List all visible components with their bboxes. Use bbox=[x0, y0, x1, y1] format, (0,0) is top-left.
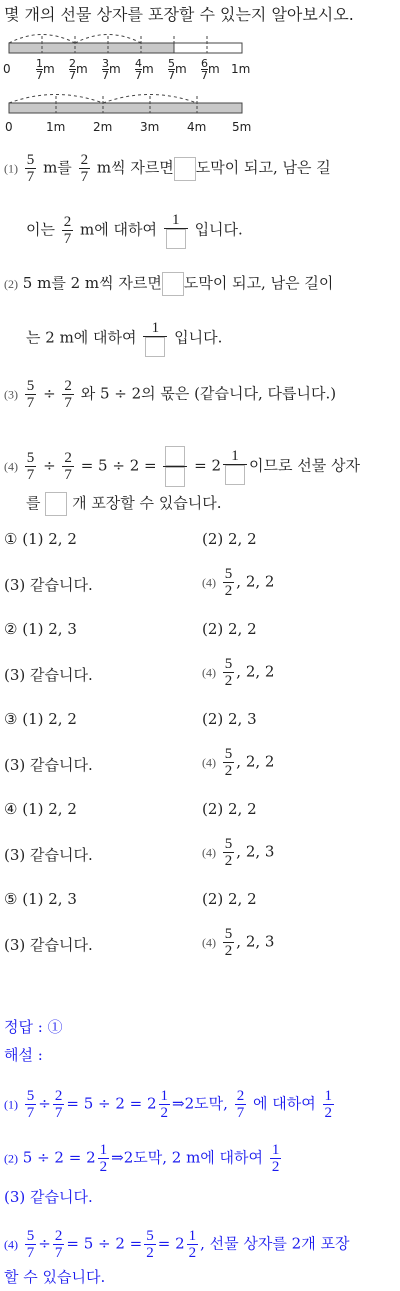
fraction: $\frac{5}{7}$ bbox=[26, 450, 35, 483]
tick-label: $\frac{5}{7}$ m bbox=[168, 57, 187, 82]
part-2-line-1: (2) 5 m를 2 m씩 자르면 도막이 되고, 남은 길이 bbox=[4, 272, 333, 296]
choice-marker: ⑤ bbox=[4, 890, 18, 908]
part-1-line-1: (1) $\frac{5}{7}$ m를 $\frac{2}{7}$ m씩 자르면 도막이 되고, 남은 길 bbox=[4, 152, 331, 185]
choice-part-2: (2) 2, 2 bbox=[202, 800, 257, 818]
fraction: $\frac{5}{7}$ bbox=[26, 378, 35, 411]
explanation-1: (1) $\frac{5}{7}$ ÷ $\frac{2}{7}$ = 5 ÷ 2 = 2 $\frac{1}{2}$ ⇒2도막, $\frac{2}{7}$ 에 대하여 $\frac{1}{2}$ bbox=[4, 1088, 332, 1121]
choice-row[interactable]: ① (1) 2, 2 bbox=[4, 530, 77, 548]
tick-label: 5m bbox=[232, 120, 252, 134]
answer-label: 정답 : ① bbox=[4, 1018, 63, 1036]
tick-label: $\frac{2}{7}$ m bbox=[69, 57, 88, 82]
fraction: $\frac{2}{7}$ bbox=[64, 450, 72, 483]
blank-box[interactable] bbox=[45, 492, 67, 516]
choice-marker: ② bbox=[4, 620, 18, 638]
explanation-3: (3) 같습니다. bbox=[4, 1188, 93, 1206]
fraction-with-blank: 1 bbox=[164, 212, 188, 249]
explanation-label: 해설 : bbox=[4, 1046, 43, 1064]
choice-part-3: (3) 같습니다. bbox=[4, 846, 93, 864]
fraction: $\frac{2}{7}$ bbox=[80, 152, 89, 185]
choice-part-4: (4) $\frac{5}{2}$ , 2, 2 bbox=[202, 566, 275, 599]
tick-label: 0 bbox=[5, 120, 13, 134]
blank-box[interactable] bbox=[174, 157, 196, 181]
explanation-4: (4) $\frac{5}{7}$ ÷ $\frac{2}{7}$ = 5 ÷ 2 = $\frac{5}{2}$ = 2 $\frac{1}{2}$ , 선물 상자를 2개 포장 bbox=[4, 1228, 350, 1261]
tick-label: 4m bbox=[187, 120, 207, 134]
choice-part-3: (3) 같습니다. bbox=[4, 756, 93, 774]
explanation-4-line-2: 할 수 있습니다. bbox=[4, 1268, 106, 1286]
choice-marker: ④ bbox=[4, 800, 18, 818]
blank-box[interactable] bbox=[165, 446, 185, 466]
choice-part-2: (2) 2, 2 bbox=[202, 620, 257, 638]
part-1-line-2: 이는 $\frac{2}{7}$ m에 대하여 1 입니다. bbox=[26, 212, 243, 247]
fraction: $\frac{2}{7}$ bbox=[63, 214, 72, 247]
tick-label: $\frac{3}{7}$ m bbox=[102, 57, 121, 82]
choice-part-4: (4) $\frac{5}{2}$ , 2, 3 bbox=[202, 836, 275, 869]
part-4-line-2: 를 개 포장할 수 있습니다. bbox=[26, 492, 222, 516]
fraction-with-blank: 1 bbox=[223, 448, 247, 485]
choice-row[interactable]: ④ (1) 2, 2 bbox=[4, 800, 77, 818]
choice-part-3: (3) 같습니다. bbox=[4, 576, 93, 594]
part-2-line-2: 는 2 m에 대하여 1 입니다. bbox=[26, 320, 222, 357]
choice-part-4: (4) $\frac{5}{2}$ , 2, 2 bbox=[202, 746, 275, 779]
tick-label: $\frac{4}{7}$ m bbox=[135, 57, 154, 82]
question-intro: 몇 개의 선물 상자를 포장할 수 있는지 알아보시오. bbox=[4, 5, 354, 24]
choice-row[interactable]: ② (1) 2, 3 bbox=[4, 620, 77, 638]
choice-part-2: (2) 2, 2 bbox=[202, 530, 257, 548]
tick-label: 1m bbox=[46, 120, 66, 134]
part-3: (3) $\frac{5}{7}$ ÷ $\frac{2}{7}$ 와 5 ÷ 2의 몫은 (같습니다, 다릅니다.) bbox=[4, 378, 337, 411]
part-4-line-1: (4) $\frac{5}{7}$ ÷ $\frac{2}{7}$ = 5 ÷ 2 = = 2 1 이므로 선물 상자 bbox=[4, 446, 360, 487]
choice-row[interactable]: ③ (1) 2, 2 bbox=[4, 710, 77, 728]
explanation-2: (2) 5 ÷ 2 = 2 $\frac{1}{2}$ ⇒2도막, 2 m에 대하여 $\frac{1}{2}$ bbox=[4, 1142, 280, 1175]
blank-box[interactable] bbox=[145, 337, 165, 357]
tick-label: 3m bbox=[140, 120, 160, 134]
blank-box[interactable] bbox=[166, 229, 186, 249]
number-line-meters bbox=[0, 88, 260, 118]
choice-part-2: (2) 2, 2 bbox=[202, 890, 257, 908]
number-line-sevenths bbox=[0, 28, 260, 58]
choice-marker: ③ bbox=[4, 710, 18, 728]
blank-box[interactable] bbox=[165, 467, 185, 487]
fraction: $\frac{2}{7}$ bbox=[64, 378, 72, 411]
tick-label: 1m bbox=[231, 62, 251, 76]
tick-label: $\frac{6}{7}$ m bbox=[201, 57, 220, 82]
choice-part-3: (3) 같습니다. bbox=[4, 936, 93, 954]
tick-label: $\frac{1}{7}$ m bbox=[36, 57, 55, 82]
choice-marker: ① bbox=[4, 530, 18, 548]
choice-part-2: (2) 2, 3 bbox=[202, 710, 257, 728]
blank-fraction bbox=[163, 446, 187, 487]
blank-box[interactable] bbox=[162, 272, 184, 296]
fraction: $\frac{5}{7}$ bbox=[26, 152, 35, 185]
tick-label: 2m bbox=[93, 120, 113, 134]
blank-box[interactable] bbox=[225, 465, 245, 485]
tick-label: 0 bbox=[3, 62, 11, 76]
fraction-with-blank: 1 bbox=[143, 320, 167, 357]
choice-part-3: (3) 같습니다. bbox=[4, 666, 93, 684]
choice-part-4: (4) $\frac{5}{2}$ , 2, 2 bbox=[202, 656, 275, 689]
choice-row[interactable]: ⑤ (1) 2, 3 bbox=[4, 890, 77, 908]
choice-part-4: (4) $\frac{5}{2}$ , 2, 3 bbox=[202, 926, 275, 959]
